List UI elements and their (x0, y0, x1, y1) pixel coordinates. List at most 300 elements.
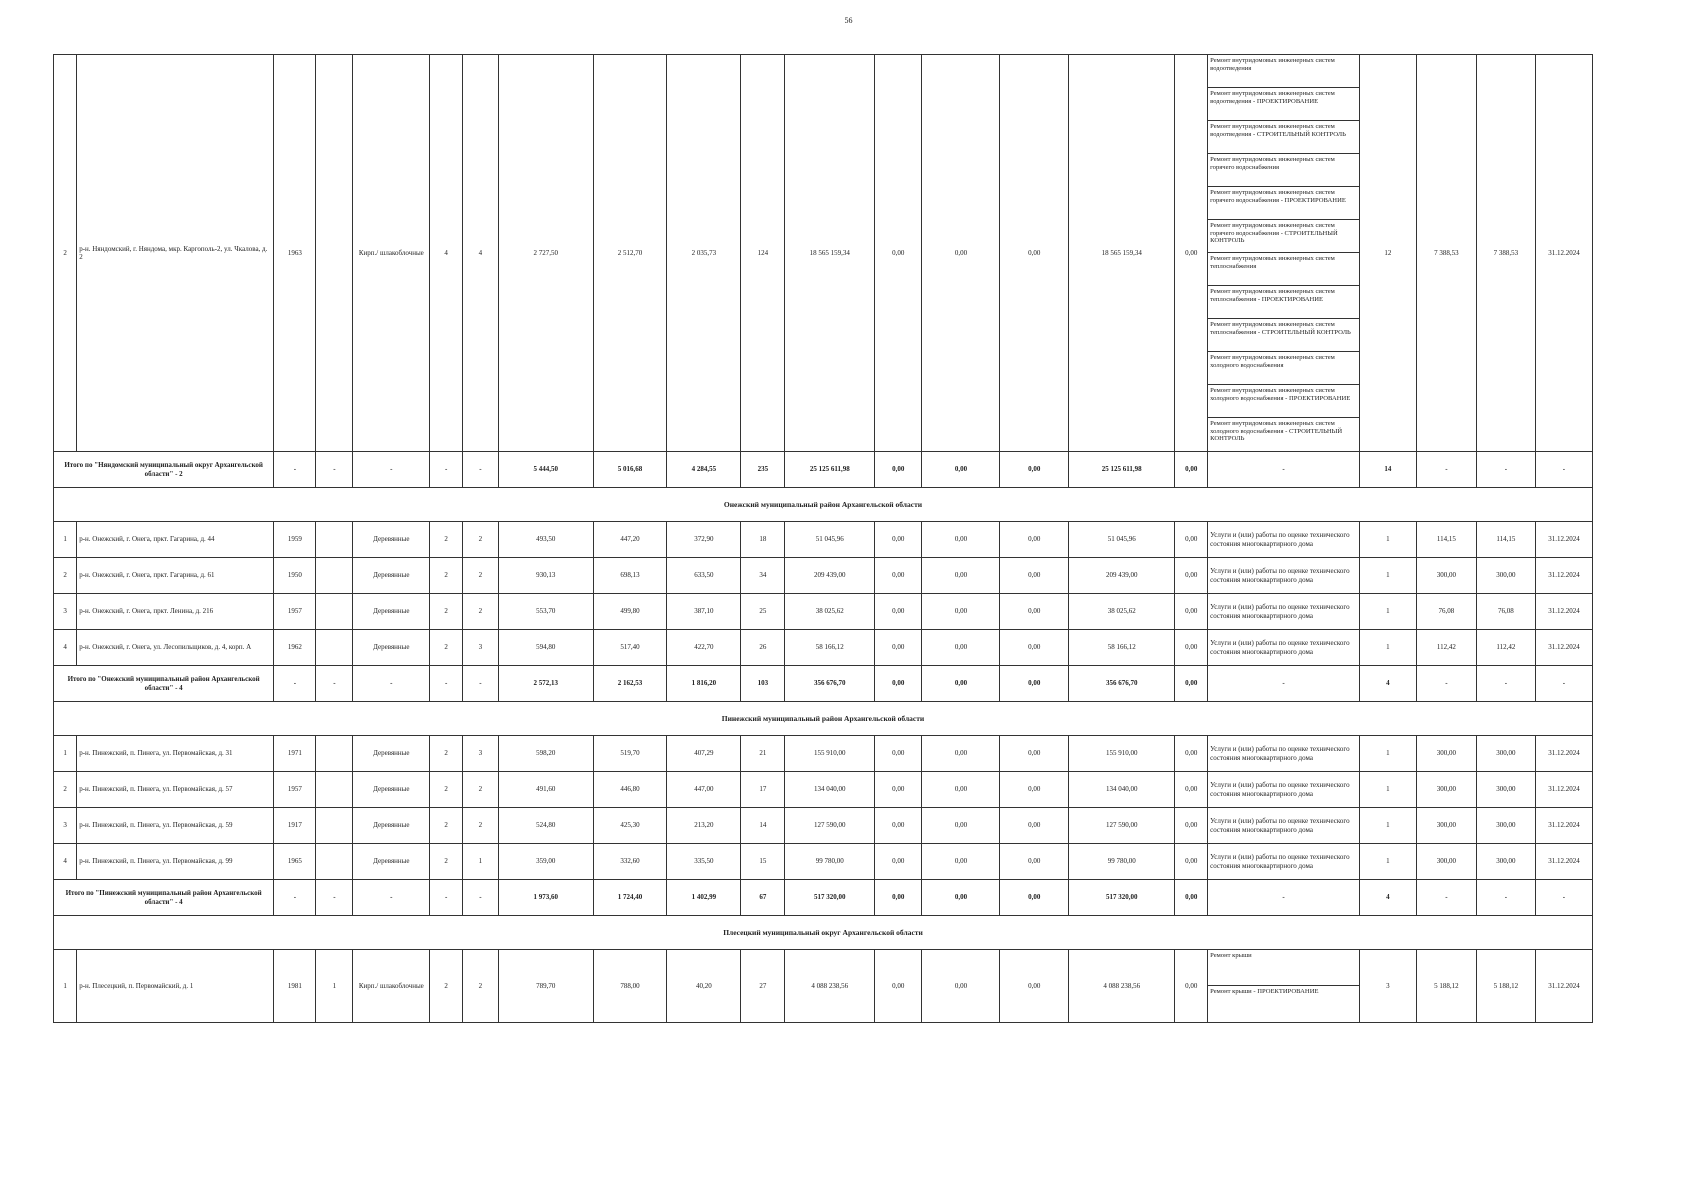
work-item: Ремонт внутридомовых инженерных систем водоотведения - СТРОИТЕЛЬНЫЙ КОНТРОЛЬ (1208, 121, 1359, 154)
dash: - (1416, 880, 1476, 916)
year-renovated (316, 772, 353, 808)
residents: 103 (741, 666, 785, 702)
fund-local: 0,00 (1000, 522, 1069, 558)
cost-max: 300,00 (1476, 736, 1535, 772)
area-living: 2 162,53 (593, 666, 667, 702)
works-count: 14 (1359, 452, 1416, 488)
dash: - (274, 666, 316, 702)
area-living: 517,40 (593, 630, 667, 666)
year-built: 1962 (274, 630, 316, 666)
cost-max: 300,00 (1476, 844, 1535, 880)
fund-regional: 0,00 (922, 666, 1000, 702)
residents: 15 (741, 844, 785, 880)
fund-regional: 0,00 (922, 55, 1000, 452)
dash: - (1416, 666, 1476, 702)
residents: 235 (741, 452, 785, 488)
dash: - (316, 880, 353, 916)
dash: - (1535, 666, 1592, 702)
area-total: 930,13 (498, 558, 593, 594)
residents: 21 (741, 736, 785, 772)
floors: 2 (430, 844, 463, 880)
address: р-н. Плесецкий, п. Первомайский, д. 1 (77, 950, 274, 1023)
area-residential: 1 402,99 (667, 880, 741, 916)
address: р-н. Онежский, г. Онега, пркт. Гагарина, д. 61 (77, 558, 274, 594)
cost-per-sqm: 300,00 (1416, 808, 1476, 844)
year-renovated (316, 736, 353, 772)
entrances: 3 (462, 736, 498, 772)
fund-federal: 0,00 (875, 666, 922, 702)
wall-material: Деревянные (353, 736, 430, 772)
table-row (54, 772, 1593, 808)
entrances: 2 (462, 594, 498, 630)
fund-regional: 0,00 (922, 772, 1000, 808)
area-residential: 2 035,73 (667, 55, 741, 452)
cost-per-sqm: 112,42 (1416, 630, 1476, 666)
dash: - (462, 880, 498, 916)
work-item: Ремонт крыши - ПРОЕКТИРОВАНИЕ (1210, 988, 1319, 995)
fund-owners: 51 045,96 (1069, 522, 1175, 558)
deadline: 31.12.2024 (1535, 736, 1592, 772)
fund-local: 0,00 (1000, 844, 1069, 880)
fund-regional: 0,00 (922, 630, 1000, 666)
fund-owners: 155 910,00 (1069, 736, 1175, 772)
works-count: 1 (1359, 736, 1416, 772)
fund-owners: 127 590,00 (1069, 808, 1175, 844)
cost-total: 134 040,00 (785, 772, 875, 808)
fund-owners: 517 320,00 (1069, 880, 1175, 916)
area-living: 5 016,68 (593, 452, 667, 488)
row-number: 2 (54, 772, 77, 808)
residents: 17 (741, 772, 785, 808)
area-total: 598,20 (498, 736, 593, 772)
address: р-н. Онежский, г. Онега, ул. Лесопильщиков, д. 4, корп. А (77, 630, 274, 666)
year-built: 1965 (274, 844, 316, 880)
dash: - (1535, 452, 1592, 488)
year-built: 1963 (274, 55, 316, 452)
total-label: Итого по "Онежский муниципальный район Архангельской области" - 4 (54, 666, 274, 702)
dash: - (316, 666, 353, 702)
section-title: Плесецкий муниципальный округ Архангельской области (54, 916, 1593, 950)
address: р-н. Няндомский, г. Няндома, мкр. Каргополь-2, ул. Чкалова, д. 2 (77, 55, 274, 452)
deadline: 31.12.2024 (1535, 558, 1592, 594)
area-living: 446,80 (593, 772, 667, 808)
dash: - (274, 880, 316, 916)
floors: 4 (430, 55, 463, 452)
work-item: Ремонт внутридомовых инженерных систем холодного водоснабжения (1208, 352, 1359, 385)
deadline: 31.12.2024 (1535, 808, 1592, 844)
fund-other: 0,00 (1175, 808, 1208, 844)
section-rows (54, 736, 1593, 880)
fund-other: 0,00 (1175, 594, 1208, 630)
works-list (1208, 55, 1360, 452)
cost-per-sqm: 76,08 (1416, 594, 1476, 630)
cost-per-sqm: 300,00 (1416, 736, 1476, 772)
fund-local: 0,00 (1000, 666, 1069, 702)
works-count: 1 (1359, 558, 1416, 594)
row-number: 1 (54, 950, 77, 1023)
fund-regional: 0,00 (922, 594, 1000, 630)
table-row (54, 808, 1593, 844)
address: р-н. Онежский, г. Онега, пркт. Гагарина, д. 44 (77, 522, 274, 558)
row-number: 3 (54, 808, 77, 844)
work-item: Ремонт внутридомовых инженерных систем водоотведения - ПРОЕКТИРОВАНИЕ (1208, 88, 1359, 121)
address: р-н. Пинежский, п. Пинега, ул. Первомайская, д. 59 (77, 808, 274, 844)
floors: 2 (430, 522, 463, 558)
area-residential: 40,20 (667, 950, 741, 1023)
area-total: 2 727,50 (498, 55, 593, 452)
table-row (54, 950, 1593, 1023)
fund-owners: 18 565 159,34 (1069, 55, 1175, 452)
total-row (54, 452, 1593, 488)
work-item: Ремонт внутридомовых инженерных систем теплоснабжения - СТРОИТЕЛЬНЫЙ КОНТРОЛЬ (1208, 319, 1359, 352)
table-row (54, 736, 1593, 772)
year-renovated (316, 630, 353, 666)
year-renovated (316, 522, 353, 558)
fund-regional: 0,00 (922, 452, 1000, 488)
deadline: 31.12.2024 (1535, 594, 1592, 630)
cost-max: 300,00 (1476, 558, 1535, 594)
fund-owners: 25 125 611,98 (1069, 452, 1175, 488)
dash: - (1535, 880, 1592, 916)
fund-other: 0,00 (1175, 522, 1208, 558)
fund-local: 0,00 (1000, 808, 1069, 844)
area-total: 789,70 (498, 950, 593, 1023)
works-count: 3 (1359, 950, 1416, 1023)
cost-total: 58 166,12 (785, 630, 875, 666)
deadline: 31.12.2024 (1535, 844, 1592, 880)
works-count: 1 (1359, 772, 1416, 808)
fund-other: 0,00 (1175, 666, 1208, 702)
table-row (54, 844, 1593, 880)
area-residential: 447,00 (667, 772, 741, 808)
fund-local: 0,00 (1000, 452, 1069, 488)
cost-total: 4 088 238,56 (785, 950, 875, 1023)
work-item: Ремонт внутридомовых инженерных систем горячего водоснабжения - СТРОИТЕЛЬНЫЙ КОНТРОЛЬ (1208, 220, 1359, 253)
dash: - (1208, 880, 1360, 916)
floors: 2 (430, 808, 463, 844)
fund-local: 0,00 (1000, 736, 1069, 772)
works-count: 1 (1359, 594, 1416, 630)
entrances: 4 (462, 55, 498, 452)
fund-federal: 0,00 (875, 844, 922, 880)
fund-regional: 0,00 (922, 736, 1000, 772)
fund-regional: 0,00 (922, 950, 1000, 1023)
dash: - (1416, 452, 1476, 488)
work-item: Ремонт внутридомовых инженерных систем горячего водоснабжения (1208, 154, 1359, 187)
works-count: 1 (1359, 844, 1416, 880)
fund-federal: 0,00 (875, 594, 922, 630)
total-row (54, 666, 1593, 702)
fund-regional: 0,00 (922, 880, 1000, 916)
fund-federal: 0,00 (875, 736, 922, 772)
dash: - (353, 880, 430, 916)
works-count: 4 (1359, 880, 1416, 916)
dash: - (1476, 880, 1535, 916)
cost-per-sqm: 300,00 (1416, 844, 1476, 880)
area-total: 359,00 (498, 844, 593, 880)
dash: - (1208, 452, 1360, 488)
fund-local: 0,00 (1000, 880, 1069, 916)
entrances: 2 (462, 808, 498, 844)
wall-material: Деревянные (353, 558, 430, 594)
address: р-н. Пинежский, п. Пинега, ул. Первомайская, д. 31 (77, 736, 274, 772)
work-item: Услуги и (или) работы по оценке технического состояния многоквартирного дома (1208, 772, 1360, 808)
works-count: 12 (1359, 55, 1416, 452)
wall-material: Деревянные (353, 844, 430, 880)
fund-other: 0,00 (1175, 880, 1208, 916)
total-label: Итого по "Пинежский муниципальный район Архангельской области" - 4 (54, 880, 274, 916)
work-item: Услуги и (или) работы по оценке технического состояния многоквартирного дома (1208, 844, 1360, 880)
area-living: 519,70 (593, 736, 667, 772)
floors: 2 (430, 558, 463, 594)
year-built: 1981 (274, 950, 316, 1023)
address: р-н. Онежский, г. Онега, пркт. Ленина, д. 216 (77, 594, 274, 630)
area-living: 788,00 (593, 950, 667, 1023)
wall-material: Кирп./ шлакоблочные (353, 950, 430, 1023)
residents: 14 (741, 808, 785, 844)
area-total: 491,60 (498, 772, 593, 808)
area-total: 2 572,13 (498, 666, 593, 702)
total-row (54, 880, 1593, 916)
section-title: Пинежский муниципальный район Архангельской области (54, 702, 1593, 736)
year-built: 1959 (274, 522, 316, 558)
work-item: Ремонт внутридомовых инженерных систем холодного водоснабжения - СТРОИТЕЛЬНЫЙ КОНТРОЛЬ (1210, 420, 1343, 443)
wall-material: Деревянные (353, 630, 430, 666)
cost-total: 209 439,00 (785, 558, 875, 594)
dash: - (353, 452, 430, 488)
cost-per-sqm: 300,00 (1416, 558, 1476, 594)
year-renovated (316, 594, 353, 630)
dash: - (1476, 666, 1535, 702)
wall-material: Деревянные (353, 522, 430, 558)
table-row (54, 630, 1593, 666)
fund-regional: 0,00 (922, 522, 1000, 558)
fund-local: 0,00 (1000, 630, 1069, 666)
cost-total: 25 125 611,98 (785, 452, 875, 488)
area-total: 5 444,50 (498, 452, 593, 488)
dash: - (430, 666, 463, 702)
year-built: 1917 (274, 808, 316, 844)
row-number: 4 (54, 844, 77, 880)
cost-per-sqm: 5 188,12 (1416, 950, 1476, 1023)
work-item: Ремонт внутридомовых инженерных систем холодного водоснабжения - ПРОЕКТИРОВАНИЕ (1208, 385, 1359, 418)
fund-federal: 0,00 (875, 808, 922, 844)
page-number: 56 (844, 16, 853, 25)
area-total: 1 973,60 (498, 880, 593, 916)
area-residential: 633,50 (667, 558, 741, 594)
works-count: 1 (1359, 630, 1416, 666)
dash: - (316, 452, 353, 488)
cost-max: 300,00 (1476, 808, 1535, 844)
cost-total: 127 590,00 (785, 808, 875, 844)
cost-total: 356 676,70 (785, 666, 875, 702)
work-item: Услуги и (или) работы по оценке технического состояния многоквартирного дома (1208, 808, 1360, 844)
area-living: 2 512,70 (593, 55, 667, 452)
fund-other: 0,00 (1175, 844, 1208, 880)
work-item: Ремонт внутридомовых инженерных систем водоотведения (1208, 55, 1359, 88)
area-living: 332,60 (593, 844, 667, 880)
dash: - (1476, 452, 1535, 488)
year-renovated (316, 808, 353, 844)
area-residential: 213,20 (667, 808, 741, 844)
residents: 18 (741, 522, 785, 558)
year-built: 1957 (274, 594, 316, 630)
work-item: Ремонт внутридомовых инженерных систем теплоснабжения (1208, 253, 1359, 286)
work-item: Услуги и (или) работы по оценке технического состояния многоквартирного дома (1208, 736, 1360, 772)
fund-federal: 0,00 (875, 950, 922, 1023)
work-item: Ремонт внутридомовых инженерных систем теплоснабжения - ПРОЕКТИРОВАНИЕ (1208, 286, 1359, 319)
fund-local: 0,00 (1000, 594, 1069, 630)
fund-other: 0,00 (1175, 772, 1208, 808)
table-row (54, 522, 1593, 558)
row-number: 3 (54, 594, 77, 630)
cost-max: 7 388,53 (1476, 55, 1535, 452)
fund-other: 0,00 (1175, 736, 1208, 772)
works-list (1208, 950, 1360, 1023)
row-number: 4 (54, 630, 77, 666)
fund-other: 0,00 (1175, 630, 1208, 666)
fund-owners: 58 166,12 (1069, 630, 1175, 666)
area-residential: 407,29 (667, 736, 741, 772)
cost-total: 51 045,96 (785, 522, 875, 558)
area-living: 1 724,40 (593, 880, 667, 916)
entrances: 3 (462, 630, 498, 666)
fund-other: 0,00 (1175, 452, 1208, 488)
entrances: 2 (462, 950, 498, 1023)
section-rows (54, 522, 1593, 666)
entrances: 2 (462, 522, 498, 558)
fund-local: 0,00 (1000, 558, 1069, 594)
cost-max: 76,08 (1476, 594, 1535, 630)
wall-material: Деревянные (353, 772, 430, 808)
row-number: 2 (54, 55, 77, 452)
row-number: 2 (54, 558, 77, 594)
work-item: Услуги и (или) работы по оценке технического состояния многоквартирного дома (1208, 594, 1360, 630)
works-count: 1 (1359, 808, 1416, 844)
floors: 2 (430, 736, 463, 772)
fund-federal: 0,00 (875, 558, 922, 594)
fund-local: 0,00 (1000, 772, 1069, 808)
cost-total: 18 565 159,34 (785, 55, 875, 452)
work-item: Услуги и (или) работы по оценке технического состояния многоквартирного дома (1208, 522, 1360, 558)
fund-other: 0,00 (1175, 558, 1208, 594)
fund-regional: 0,00 (922, 844, 1000, 880)
row-number: 1 (54, 736, 77, 772)
entrances: 2 (462, 772, 498, 808)
year-built: 1971 (274, 736, 316, 772)
area-residential: 372,90 (667, 522, 741, 558)
fund-owners: 134 040,00 (1069, 772, 1175, 808)
cost-max: 112,42 (1476, 630, 1535, 666)
works-count: 1 (1359, 522, 1416, 558)
section-title: Онежский муниципальный район Архангельской области (54, 488, 1593, 522)
section-header-row (54, 702, 1593, 736)
cost-total: 99 780,00 (785, 844, 875, 880)
area-total: 524,80 (498, 808, 593, 844)
residents: 124 (741, 55, 785, 452)
row-number: 1 (54, 522, 77, 558)
area-living: 447,20 (593, 522, 667, 558)
residents: 25 (741, 594, 785, 630)
year-renovated (316, 558, 353, 594)
works-count: 4 (1359, 666, 1416, 702)
fund-owners: 4 088 238,56 (1069, 950, 1175, 1023)
residents: 34 (741, 558, 785, 594)
dash: - (430, 880, 463, 916)
area-living: 499,80 (593, 594, 667, 630)
cost-total: 155 910,00 (785, 736, 875, 772)
floors: 2 (430, 950, 463, 1023)
table-row (54, 594, 1593, 630)
fund-other: 0,00 (1175, 950, 1208, 1023)
cost-per-sqm: 300,00 (1416, 772, 1476, 808)
area-living: 425,30 (593, 808, 667, 844)
address: р-н. Пинежский, п. Пинега, ул. Первомайская, д. 57 (77, 772, 274, 808)
dash: - (462, 452, 498, 488)
fund-federal: 0,00 (875, 880, 922, 916)
area-total: 594,80 (498, 630, 593, 666)
section-header-row (54, 488, 1593, 522)
cost-total: 517 320,00 (785, 880, 875, 916)
dash: - (462, 666, 498, 702)
fund-regional: 0,00 (922, 808, 1000, 844)
dash: - (1208, 666, 1360, 702)
fund-federal: 0,00 (875, 630, 922, 666)
entrances: 2 (462, 558, 498, 594)
area-residential: 4 284,55 (667, 452, 741, 488)
deadline: 31.12.2024 (1535, 55, 1592, 452)
fund-local: 0,00 (1000, 950, 1069, 1023)
fund-federal: 0,00 (875, 55, 922, 452)
floors: 2 (430, 594, 463, 630)
fund-federal: 0,00 (875, 772, 922, 808)
year-renovated: 1 (316, 950, 353, 1023)
fund-regional: 0,00 (922, 558, 1000, 594)
fund-owners: 38 025,62 (1069, 594, 1175, 630)
cost-max: 114,15 (1476, 522, 1535, 558)
deadline: 31.12.2024 (1535, 630, 1592, 666)
wall-material: Деревянные (353, 594, 430, 630)
year-built: 1950 (274, 558, 316, 594)
fund-local: 0,00 (1000, 55, 1069, 452)
residents: 26 (741, 630, 785, 666)
floors: 2 (430, 772, 463, 808)
year-renovated (316, 55, 353, 452)
table-row (54, 558, 1593, 594)
area-residential: 422,70 (667, 630, 741, 666)
work-item: Услуги и (или) работы по оценке технического состояния многоквартирного дома (1208, 630, 1360, 666)
deadline: 31.12.2024 (1535, 772, 1592, 808)
fund-owners: 99 780,00 (1069, 844, 1175, 880)
year-renovated (316, 844, 353, 880)
area-total: 493,50 (498, 522, 593, 558)
work-item: Ремонт крыши (1208, 950, 1359, 986)
cost-per-sqm: 7 388,53 (1416, 55, 1476, 452)
wall-material: Деревянные (353, 808, 430, 844)
cost-total: 38 025,62 (785, 594, 875, 630)
area-residential: 335,50 (667, 844, 741, 880)
fund-owners: 209 439,00 (1069, 558, 1175, 594)
dash: - (430, 452, 463, 488)
area-total: 553,70 (498, 594, 593, 630)
area-residential: 1 816,20 (667, 666, 741, 702)
work-item: Ремонт внутридомовых инженерных систем горячего водоснабжения - ПРОЕКТИРОВАНИЕ (1208, 187, 1359, 220)
fund-other: 0,00 (1175, 55, 1208, 452)
address: р-н. Пинежский, п. Пинега, ул. Первомайская, д. 99 (77, 844, 274, 880)
wall-material: Кирп./ шлакоблочные (353, 55, 430, 452)
floors: 2 (430, 630, 463, 666)
cost-max: 5 188,12 (1476, 950, 1535, 1023)
